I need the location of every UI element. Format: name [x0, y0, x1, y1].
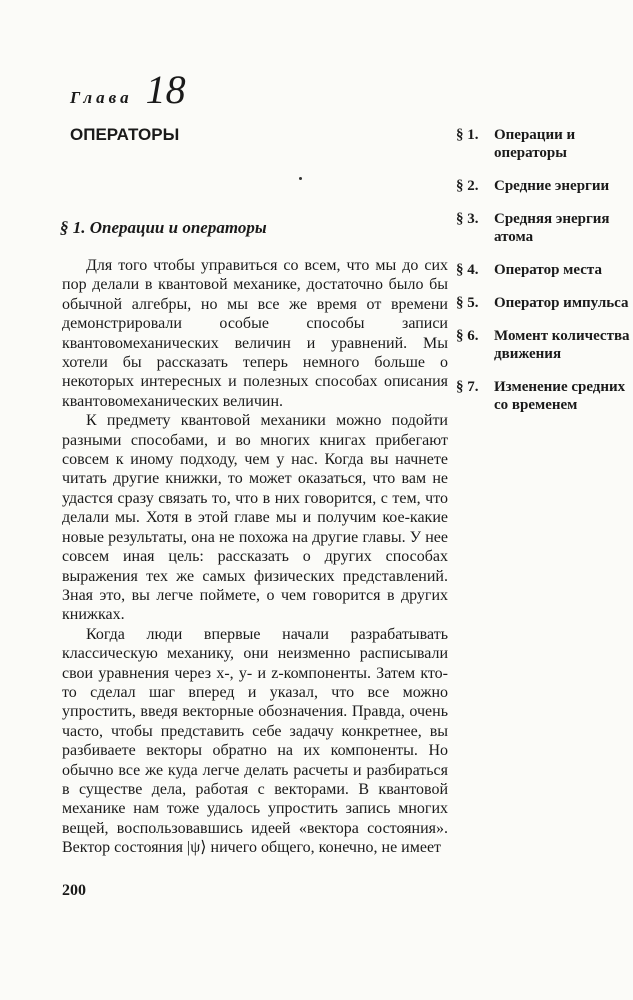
toc-number: § 5.	[456, 295, 479, 311]
chapter-heading	[70, 66, 186, 113]
chapter-number: 18	[145, 67, 186, 112]
body-text	[62, 256, 448, 858]
toc-title: Изменение средних со временем	[494, 379, 626, 413]
toc-item[interactable]	[456, 261, 631, 279]
toc-number: § 6.	[456, 328, 479, 344]
toc-item[interactable]	[456, 210, 631, 246]
toc-item[interactable]	[456, 294, 631, 312]
toc-title: Оператор места	[494, 262, 602, 278]
chapter-word: Глава	[70, 88, 133, 107]
toc-item[interactable]	[456, 327, 631, 363]
toc-title: Операции и операторы	[494, 127, 576, 161]
paragraph: К предмету квантовой механики можно подойти разными способами, и во многих книгах прибегают совсем к иному подходу, чем у нас. Когда вы начнете читать другие книжки, то может оказаться, что вам не удастся сразу связать то, что в них говорится, с тем, что делали мы. Хотя в этой главе мы и получим кое-какие новые результаты, она не похожа на другие главы. У нее совсем иная цель: рассказать о других способах выражения тех же самых физических представлений. Зная это, вы легче поймете, о чем говорится в других книжках.	[62, 412, 448, 624]
toc-title: Средняя энергия атома	[494, 211, 610, 245]
table-of-contents	[456, 126, 631, 429]
toc-number: § 1.	[456, 127, 479, 143]
toc-item[interactable]	[456, 126, 631, 162]
toc-number: § 7.	[456, 379, 479, 395]
toc-number: § 4.	[456, 262, 479, 278]
toc-number: § 2.	[456, 178, 479, 194]
paragraph: Когда люди впервые начали разрабатывать классическую механику, они неизменно расписывали свои уравнения через x-, y- и z-компоненты. Затем кто-то сделал шаг вперед и указал, что все можно упростить, введя векторные обозначения. Правда, очень часто, чтобы представить себе задачу конкретнее, вы разбиваете векторы обратно на их компоненты. Но обычно все же куда легче делать расчеты и разбираться в существе дела, работая с векторами. В квантовой механике нам тоже удалось упростить запись многих вещей, воспользовавшись идеей «вектора состояния». Вектор состояния |ψ⟩ ничего общего, конечно, не имеет	[62, 625, 448, 857]
toc-number: § 3.	[456, 211, 479, 227]
toc-title: Оператор импульса	[494, 295, 629, 311]
page-number: 200	[62, 882, 86, 899]
toc-item[interactable]	[456, 378, 631, 414]
section-heading: § 1. Операции и операторы	[60, 218, 267, 237]
chapter-title: ОПЕРАТОРЫ	[70, 125, 180, 144]
paragraph: Для того чтобы управиться со всем, что мы до сих пор делали в квантовой механике, достаточно было бы обычной алгебры, но мы все же время от времени демонстрировали особые способы записи квантовомеханических величин и уравнений. Мы хотели бы рассказать теперь немного больше о некоторых интересных и полезных способах описания квантовомеханических величин.	[62, 257, 448, 410]
decorative-dot	[299, 177, 302, 180]
toc-title: Средние энергии	[494, 178, 610, 194]
toc-title: Момент количества движения	[494, 328, 630, 362]
toc-item[interactable]	[456, 177, 631, 195]
